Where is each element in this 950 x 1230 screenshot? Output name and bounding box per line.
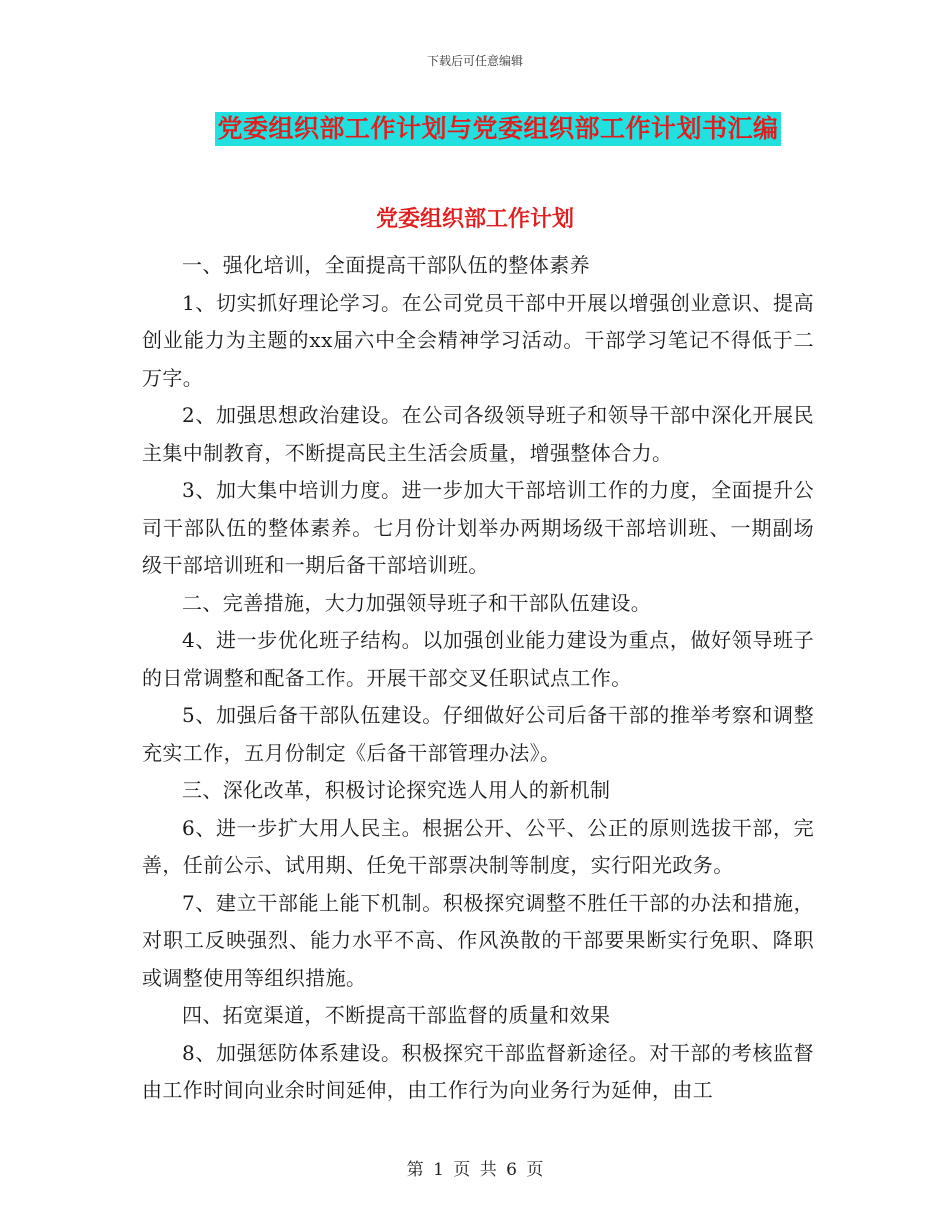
document-title: 党委组织部工作计划与党委组织部工作计划书汇编 — [215, 112, 780, 146]
page-indicator: 第 1 页 共 6 页 — [406, 1160, 544, 1180]
paragraph: 四、拓宽渠道，不断提高干部监督的质量和效果 — [182, 1003, 611, 1027]
paragraph: 8、加强惩防体系建设。积极探究干部监督新途径。对干部的考核监督由工作时间向业余时间延伸，由工作行为向业务行为延伸，由工 — [142, 1040, 814, 1102]
paragraph: 1、切实抓好理论学习。在公司党员干部中开展以增强创业意识、提高创业能力为主题的xx届六中全会精神学习活动。干部学习笔记不得低于二万字。 — [142, 290, 814, 390]
paragraph: 二、完善措施，大力加强领导班子和干部队伍建设。 — [182, 590, 652, 615]
paragraph: 一、强化培训，全面提高干部队伍的整体素养 — [182, 253, 590, 277]
paragraph: 2、加强思想政治建设。在公司各级领导班子和领导干部中深化开展民主集中制教育，不断提高民主生活会质量，增强整体合力。 — [142, 403, 814, 465]
paragraph: 6、进一步扩大用人民主。根据公开、公平、公正的原则选拔干部，完善，任前公示、试用期、任免干部票决制等制度，实行阳光政务。 — [142, 815, 814, 877]
header-note: 下载后可任意编辑 — [426, 54, 523, 68]
section-title: 党委组织部工作计划 — [375, 207, 574, 232]
paragraph: 5、加强后备干部队伍建设。仔细做好公司后备干部的推举考察和调整充实工作，五月份制定《后备干部管理办法》。 — [142, 703, 814, 765]
document-body — [142, 247, 814, 1110]
document-title-container — [0, 112, 950, 146]
paragraph: 4、进一步优化班子结构。以加强创业能力建设为重点，做好领导班子的日常调整和配备工作。开展干部交叉任职试点工作。 — [142, 628, 814, 690]
paragraph: 3、加大集中培训力度。进一步加大干部培训工作的力度，全面提升公司干部队伍的整体素养。七月份计划举办两期场级干部培训班、一期副场级干部培训班和一期后备干部培训班。 — [142, 478, 814, 577]
paragraph: 三、深化改革，积极讨论探究选人用人的新机制 — [182, 778, 611, 802]
paragraph: 7、建立干部能上能下机制。积极探究调整不胜任干部的办法和措施，对职工反映强烈、能力水平不高、作风涣散的干部要果断实行免职、降职或调整使用等组织措施。 — [142, 890, 814, 990]
